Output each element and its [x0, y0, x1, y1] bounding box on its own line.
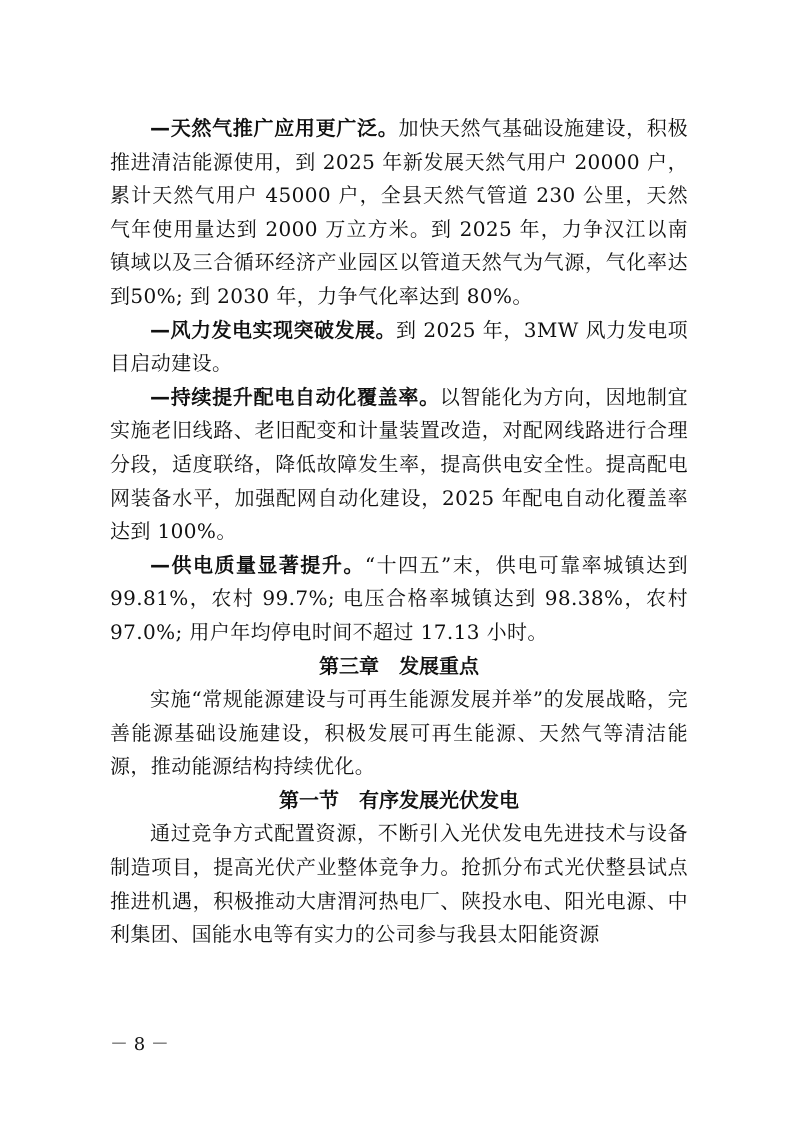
paragraph-heading: —持续提升配电自动化覆盖率。 — [150, 384, 440, 409]
paragraph-text: 到 2025 年，3MW 风力发电项目启动建设。 — [110, 317, 688, 376]
page-number: － 8 － — [110, 1034, 169, 1055]
paragraph-heading: —风力发电实现突破发展。 — [150, 317, 397, 342]
paragraph-text: 加快天然气基础设施建设，积极推进清洁能源使用，到 2025 年新发展天然气用户 20000 户，累计天然气用户 45000 户，全县天然气管道 230 公里，天然气年使用量达到 2000 万立方米。到 2025 年，力争汉江以南镇域以及三合循环经济产业园区以管道天然气为气源，气化率达到50%; 到 2030 年，力争气化率达到 80%。 — [110, 116, 688, 308]
paragraph-wind-power — [110, 314, 688, 381]
document-body — [110, 112, 688, 952]
chapter-intro: 实施“常规能源建设与可再生能源发展并举”的发展战略，完善能源基础设施建设，积极发展可再生能源、天然气等清洁能源，推动能源结构持续优化。 — [110, 687, 688, 779]
paragraph-distribution-automation — [110, 381, 688, 549]
paragraph-heading: —供电质量显著提升。 — [150, 552, 365, 577]
paragraph-supply-quality — [110, 549, 688, 650]
paragraph-heading: —天然气推广应用更广泛。 — [150, 116, 399, 140]
section-body: 通过竞争方式配置资源，不断引入光伏发电先进技术与设备制造项目，提高光伏产业整体竞争力。抢抓分布式光伏整县试点推进机遇，积极推动大唐渭河热电厂、陕投水电、阳光电源、中利集团、国能水电等有实力的公司参与我县太阳能资源 — [110, 821, 688, 947]
paragraph-text: “十四五”末，供电可靠率城镇达到 99.81%，农村 99.7%; 电压合格率城镇达到 98.38%，农村 97.0%; 用户年均停电时间不超过 17.13 小时。 — [110, 552, 688, 644]
paragraph-natural-gas — [110, 112, 688, 314]
section-title: 第一节 有序发展光伏发电 — [279, 787, 519, 812]
chapter-title: 第三章 发展重点 — [319, 653, 479, 678]
paragraph-text: 以智能化为方向，因地制宜实施老旧线路、老旧配变和计量装置改造，对配网线路进行合理分段，适度联络，降低故障发生率，提高供电安全性。提高配电网装备水平，加强配网自动化建设，2025 年配电自动化覆盖率达到 100%。 — [110, 384, 688, 544]
